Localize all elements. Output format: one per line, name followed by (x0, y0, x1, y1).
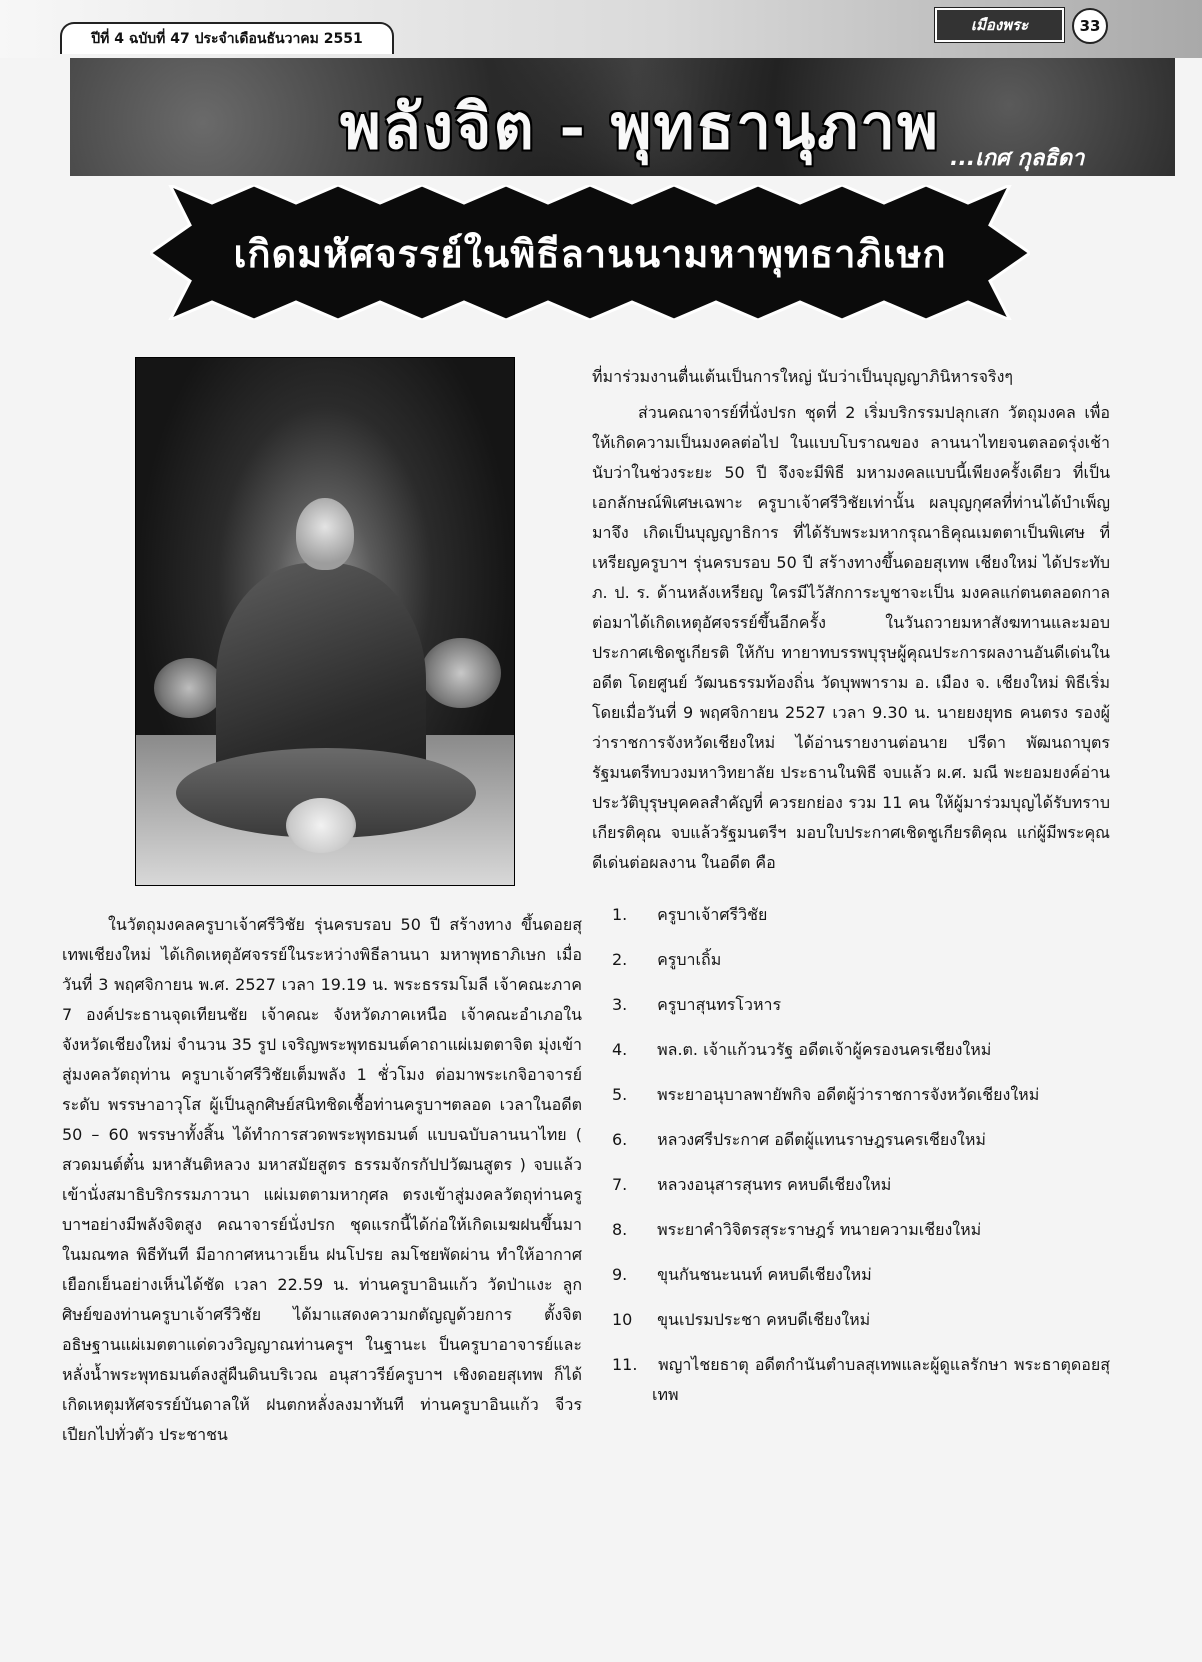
article-headline: เกิดมหัศจรรย์ในพิธีลานนามหาพุทธาภิเษก (233, 231, 947, 276)
left-paragraph: ในวัตถุมงคลครูบาเจ้าศรีวิชัย รุ่นครบรอบ 50 ปี สร้างทาง ขึ้นดอยสุเทพเชียงใหม่ ได้เกิดเหตุอัศจรรย์ในระหว่างพิธีลานนา มหาพุทธาภิเษก เมื่อวันที่ 3 พฤศจิกายน พ.ศ. 2527 เวลา 19.19 น. พระธรรมโมลี เจ้าคณะภาค 7 องค์ประธานจุดเทียนชัย เจ้าคณะ จังหวัดภาคเหนือ เจ้าคณะอำเภอในจังหวัดเชียงใหม่ จำนวน 35 รูป เจริญพระพุทธมนต์คาถาแผ่เมตตาจิต มุ่งเข้าสู่มงคลวัตถุท่าน ครูบาเจ้าศรีวิชัยเต็มพลัง 1 ชั่วโมง ต่อมาพระเกจิอาจารย์ระดับ พรรษาอาวุโส ผู้เป็นลูกศิษย์สนิทชิดเชื้อท่านครูบาฯตลอด เวลาในอดีต 50 – 60 พรรษาทั้งสิ้น ได้ทำการสวดพระพุทธมนต์ แบบฉบับลานนาไทย ( สวดมนต์ตั๋น มหาสันติหลวง มหาสมัยสูตร ธรรมจักรกัปปวัฒนสูตร ) จบแล้ว เข้านั่งสมาธิบริกรรมภาวนา แผ่เมตตามหากุศล ตรงเข้าสู่มงคลวัตถุท่านครูบาฯอย่างมีพลังจิตสูง คณาจารย์นั่งปรก ชุดแรกนี้ได้ก่อให้เกิดเมฆฝนขึ้นมา ในมณฑล พิธีทันที มีอากาศหนาวเย็น ฝนโปรย ลมโชยพัดผ่าน ทำให้อากาศ เยือกเย็นอย่างเห็นได้ชัด เวลา 22.59 น. ท่านครูบาอินแก้ว วัดป่าแงะ ลูกศิษย์ของท่านครูบาเจ้าศรีวิชัย ได้มาแสดงความกตัญญูด้วยการ ตั้งจิตอธิษฐานแผ่เมตตาแด่ดวงวิญญาณท่านครูฯ ในฐานะเ ป็นครูบาอาจารย์และหลั่งน้ำพระพุทธมนต์ลงสู่ผืนดินบริเวณ อนุสาวรีย์ครูบาฯ เชิงดอยสุเทพ ก็ได้เกิดเหตุมหัศจรรย์บันดาลให้ ฝนตกหลั่งลงมาทันที ท่านครูบาอินแก้ว จีวรเปียกไปทั่วตัว ประชาชน (62, 915, 582, 1444)
list-item: 9. ขุนกันชนะนนท์ คหบดีเชียงใหม่ (612, 1265, 872, 1284)
flower-offering-left (154, 658, 224, 718)
page-header-strip (0, 0, 1202, 58)
right-lead: ที่มาร่วมงานตื่นเต้นเป็นการใหญ่ นับว่าเป็นบุญญาภินิหารจริงๆ (592, 367, 1013, 386)
right-paragraph: ส่วนคณาจารย์ที่นั่งปรก ชุดที่ 2 เริ่มบริกรรมปลุกเสก วัตถุมงคล เพื่อให้เกิดความเป็นมงคลต่อไป ในแบบโบราณของ ลานนาไทยจนตลอดรุ่งเช้า นับว่าในช่วงระยะ 50 ปี จึงจะมีพิธี มหามงคลแบบนี้เพียงครั้งเดียว ที่เป็นเอกลักษณ์พิเศษเฉพาะ ครูบาเจ้าศรีวิชัยเท่านั้น ผลบุญกุศลที่ท่านได้บำเพ็ญมาจึง เกิดเป็นบุญญาธิการ ที่ได้รับพระมหากรุณาธิคุณเมตตาเป็นพิเศษ ที่เหรียญครูบาฯ รุ่นครบรอบ 50 ปี สร้างทางขึ้นดอยสุเทพ เชียงใหม่ ได้ประทับ ภ. ป. ร. ด้านหลังเหรียญ ใครมีไว้สักการะบูชาจะเป็น มงคลแก่ตนตลอดกาล ต่อมาได้เกิดเหตุอัศจรรย์ขึ้นอีกครั้ง ในวันถวายมหาสังฆทานและมอบประกาศเชิดชูเกียรติ ให้กับ ทายาทบรรพบุรุษผู้คุณประการผลงานอันดีเด่นในอดีต โดยศูนย์ วัฒนธรรมท้องถิ่น วัดบุพพาราม อ. เมือง จ. เชียงใหม่ พิธีเริ่มโดยเมื่อวันที่ 9 พฤศจิกายน 2527 เวลา 9.30 น. นายยงยุทธ คนตรง รองผู้ว่าราชการจังหวัดเชียงใหม่ ได้อ่านรายงานต่อนาย ปรีดา พัฒนถาบุตร รัฐมนตรีทบวงมหาวิทยาลัย ประธานในพิธี จบแล้ว ผ.ศ. มณี พะยอมยงค์อ่านประวัติบุรุษบุคคลสำคัญที่ ควรยกย่อง รวม 11 คน ให้ผู้มาร่วมบุญได้รับทราบเกียรติคุณ จบแล้วรัฐมนตรีฯ มอบใบประกาศเชิดชูเกียรติคุณ แก่ผู้มีพระคุณ ดีเด่นต่อผลงาน ในอดีต คือ (592, 403, 1110, 872)
page-number: 33 (1072, 8, 1108, 44)
list-item: 11. พญาไชยธาตุ อดีตกำนันตำบลสุเทพและผู้ดูแลรักษา พระธาตุดอยสุเทพ (612, 1355, 1111, 1404)
list-item: 8. พระยาคำวิจิตรสุระราษฎร์ ทนายความเชียงใหม่ (612, 1220, 982, 1239)
list-item: 4. พล.ต. เจ้าแก้วนวรัฐ อดีตเจ้าผู้ครองนครเชียงใหม่ (612, 1040, 992, 1059)
list-item: 6. หลวงศรีประกาศ อดีตผู้แทนราษฎรนครเชียงใหม่ (612, 1130, 986, 1149)
flower-offering-right (421, 638, 501, 708)
column-banner (70, 58, 1175, 176)
monk-head (296, 498, 354, 570)
magazine-logo: เมืองพระ (935, 8, 1064, 42)
headline-box (150, 185, 1030, 320)
ceremonial-fan (286, 798, 356, 853)
honoree-list (592, 900, 1110, 1410)
list-item: 5. พระยาอนุบาลพายัพกิจ อดีตผู้ว่าราชการจังหวัดเชียงใหม่ (612, 1085, 1040, 1104)
list-item: 7. หลวงอนุสารสุนทร คหบดีเชียงใหม่ (612, 1175, 892, 1194)
issue-info: ปีที่ 4 ฉบับที่ 47 ประจำเดือนธันวาคม 2551 (60, 22, 394, 54)
list-item: 10 ขุนเปรมประชา คหบดีเชียงใหม่ (612, 1310, 871, 1329)
list-item: 1. ครูบาเจ้าศรีวิชัย (612, 905, 768, 924)
right-column (592, 362, 1110, 1425)
list-item: 3. ครูบาสุนทรโวหาร (612, 995, 782, 1014)
list-item: 2. ครูบาเถิ้ม (612, 950, 722, 969)
banner-title: พลังจิต - พุทธานุภาพ (340, 90, 940, 163)
left-column (62, 910, 582, 1450)
author-byline: ...เกศ กุลธิดา (950, 146, 1085, 171)
monk-photo (135, 357, 515, 886)
